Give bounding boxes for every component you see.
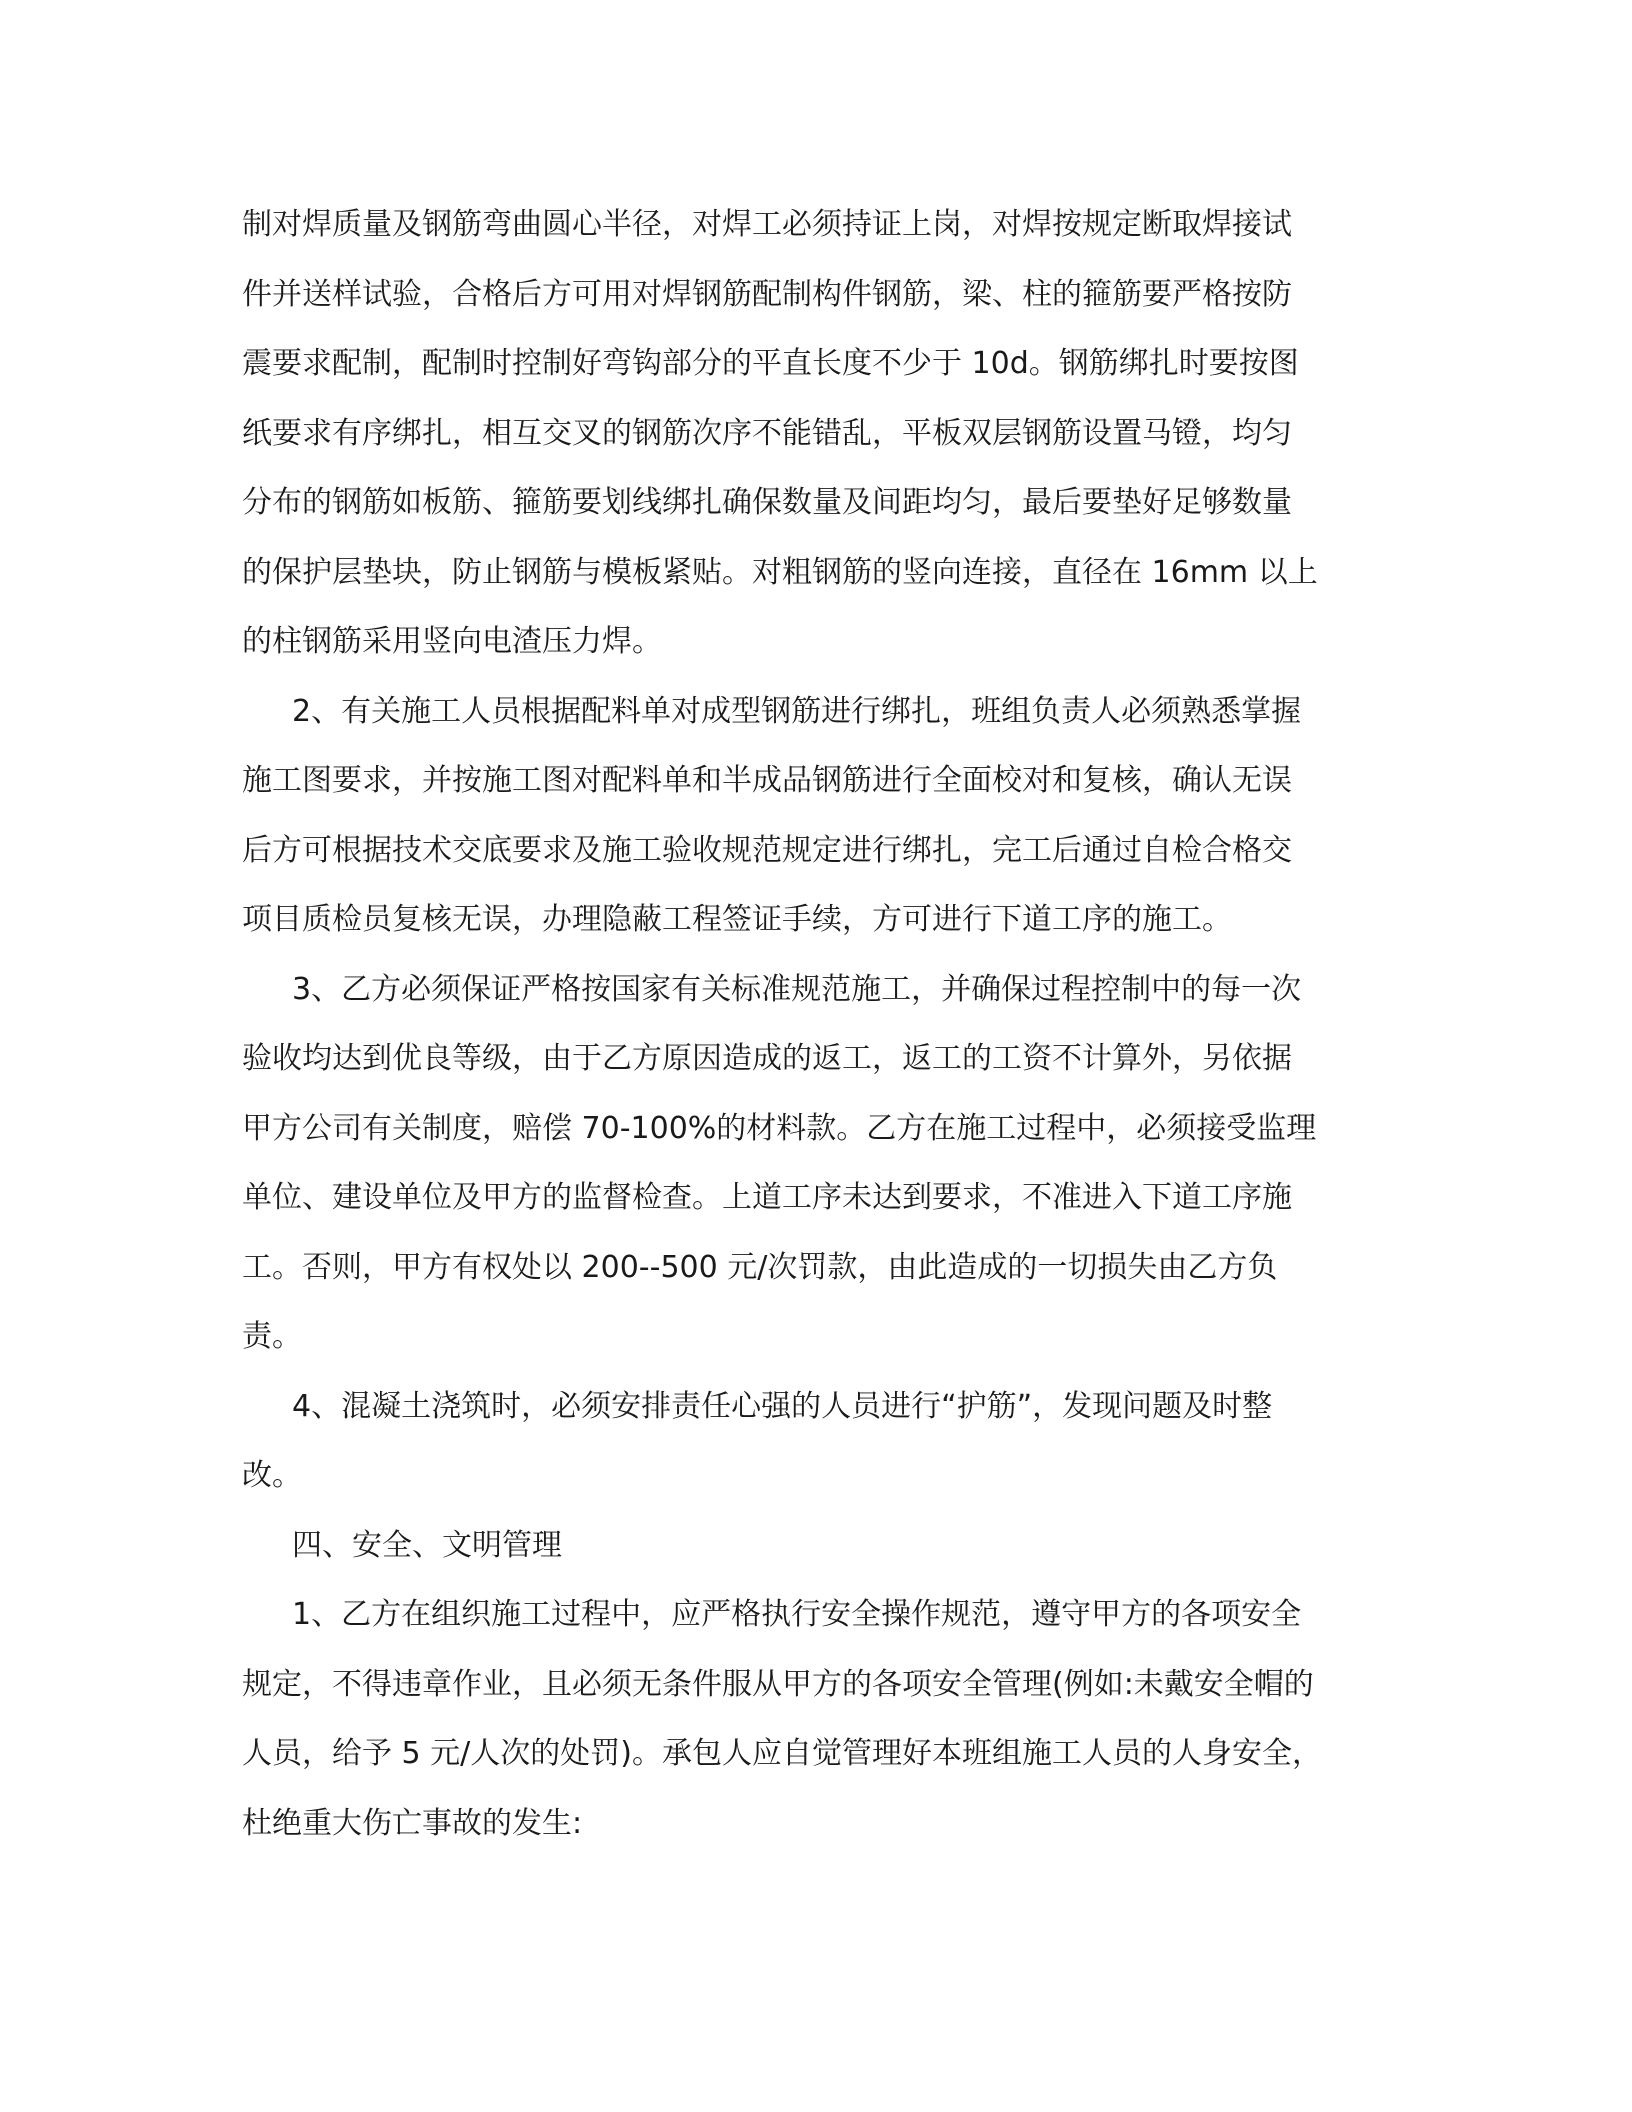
text-line: 件并送样试验，合格后方可用对焊钢筋配制构件钢筋，梁、柱的箍筋要严格按防 [242, 276, 1292, 312]
text-line: 3、乙方必须保证严格按国家有关标准规范施工，并确保过程控制中的每一次 [292, 971, 1302, 1007]
text-line: 纸要求有序绑扎，相互交叉的钢筋次序不能错乱，平板双层钢筋设置马镫，均匀 [242, 415, 1292, 451]
text-line: 1、乙方在组织施工过程中，应严格执行安全操作规范，遵守甲方的各项安全 [292, 1597, 1302, 1632]
text-line: 4、混凝土浇筑时，必须安排责任心强的人员进行“护筋”，发现问题及时整 [292, 1388, 1273, 1424]
text-line: 规定，不得违章作业，且必须无条件服从甲方的各项安全管理(例如:未戴安全帽的 [242, 1666, 1314, 1702]
text-line: 分布的钢筋如板筋、箍筋要划线绑扎确保数量及间距均匀，最后要垫好足够数量 [242, 485, 1292, 520]
text-line: 2、有关施工人员根据配料单对成型钢筋进行绑扎，班组负责人必须熟悉掌握 [292, 693, 1302, 729]
text-line: 震要求配制，配制时控制好弯钩部分的平直长度不少于 10d。钢筋绑扎时要按图 [242, 346, 1299, 381]
text-line: 的保护层垫块，防止钢筋与模板紧贴。对粗钢筋的竖向连接，直径在 16mm 以上 [242, 554, 1318, 590]
text-line: 工。否则，甲方有权处以 200--500 元/次罚款，由此造成的一切损失由乙方负 [242, 1249, 1278, 1285]
text-line: 验收均达到优良等级，由于乙方原因造成的返工，返工的工资不计算外，另依据 [242, 1041, 1292, 1076]
text-line: 单位、建设单位及甲方的监督检查。上道工序未达到要求，不准进入下道工序施 [242, 1180, 1292, 1215]
text-line: 四、安全、文明管理 [292, 1527, 562, 1563]
text-line: 的柱钢筋采用竖向电渣压力焊。 [242, 624, 662, 659]
text-line: 项目质检员复核无误，办理隐蔽工程签证手续，方可进行下道工序的施工。 [242, 902, 1232, 937]
text-line: 后方可根据技术交底要求及施工验收规范规定进行绑扎，完工后通过自检合格交 [242, 832, 1292, 868]
text-line: 制对焊质量及钢筋弯曲圆心半径，对焊工必须持证上岗，对焊按规定断取焊接试 [242, 207, 1292, 242]
body-text [242, 190, 1390, 1858]
text-line: 改。 [242, 1458, 302, 1493]
text-line: 人员，给予 5 元/人次的处罚)。承包人应自觉管理好本班组施工人员的人身安全， [242, 1736, 1322, 1771]
text-line: 甲方公司有关制度，赔偿 70-100%的材料款。乙方在施工过程中，必须接受监理 [242, 1110, 1317, 1146]
text-line: 责。 [242, 1319, 302, 1354]
text-line: 杜绝重大伤亡事故的发生: [242, 1805, 583, 1841]
text-line: 施工图要求，并按施工图对配料单和半成品钢筋进行全面校对和复核，确认无误 [242, 763, 1292, 798]
